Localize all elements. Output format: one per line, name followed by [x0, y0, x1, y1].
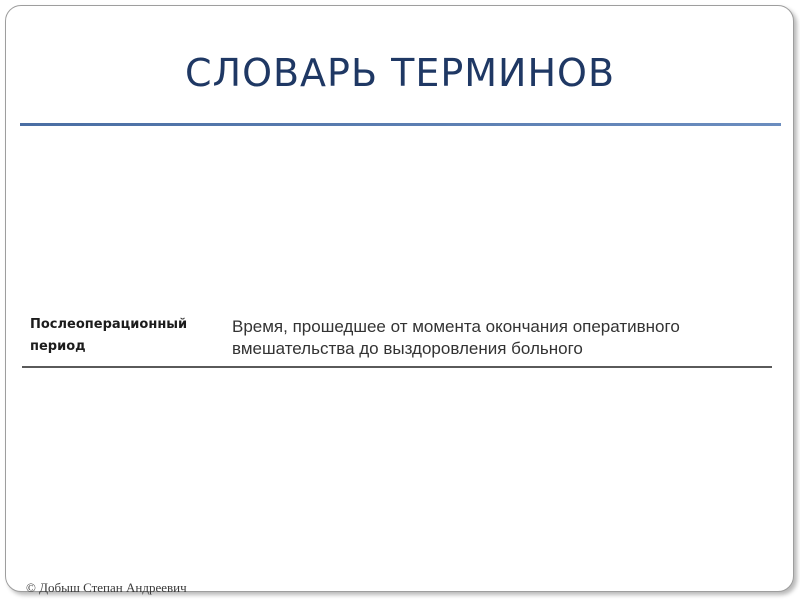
glossary-table [22, 310, 772, 368]
footer-copyright: © Добыш Степан Андреевич [26, 580, 187, 595]
slide-title: СЛОВАРЬ ТЕРМИНОВ [184, 51, 616, 95]
glossary-term: Послеоперационный период [30, 317, 188, 354]
title-divider [20, 123, 781, 126]
glossary-definition: Время, прошедшее от момента окончания оперативного вмешательства до выздоровления больного [232, 317, 680, 358]
